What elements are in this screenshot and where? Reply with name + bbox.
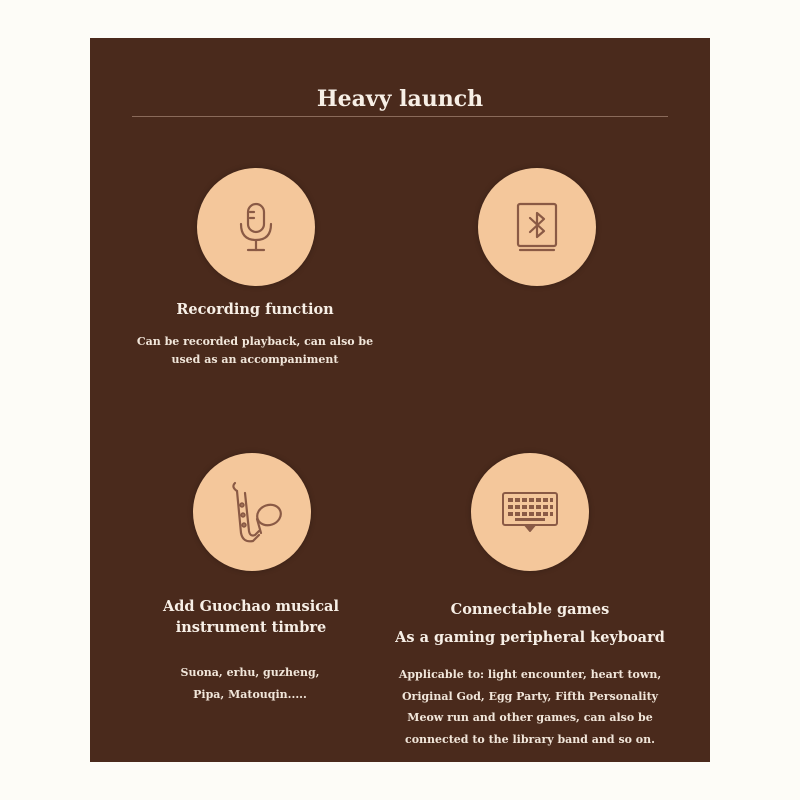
instrument-feature-circle [193, 453, 311, 571]
recording-description: Can be recorded playback, can also be used as an accompaniment [136, 335, 374, 366]
instrument-title: Add Guochao musical instrument timbre [163, 598, 339, 636]
instrument-description: Suona, erhu, guzheng, Pipa, Matouqin..... [180, 666, 320, 701]
saxophone-icon [193, 453, 311, 571]
recording-title: Recording function [176, 301, 334, 318]
recording-feature-circle [197, 168, 315, 286]
keyboard-title: Connectable games As a gaming peripheral keyboard [395, 601, 665, 646]
keyboard-description: Applicable to: light encounter, heart town, Original God, Egg Party, Fifth Personality Meow run and other games, can also be connected to the library band and so on. [398, 668, 662, 746]
title-divider [132, 116, 668, 117]
feature-panel [90, 38, 710, 762]
page-title: Heavy launch [316, 86, 484, 112]
microphone-icon [197, 168, 315, 286]
keyboard-feature-circle [471, 453, 589, 571]
bluetooth-icon [478, 168, 596, 286]
keyboard-icon [471, 453, 589, 571]
bluetooth-feature-circle [478, 168, 596, 286]
